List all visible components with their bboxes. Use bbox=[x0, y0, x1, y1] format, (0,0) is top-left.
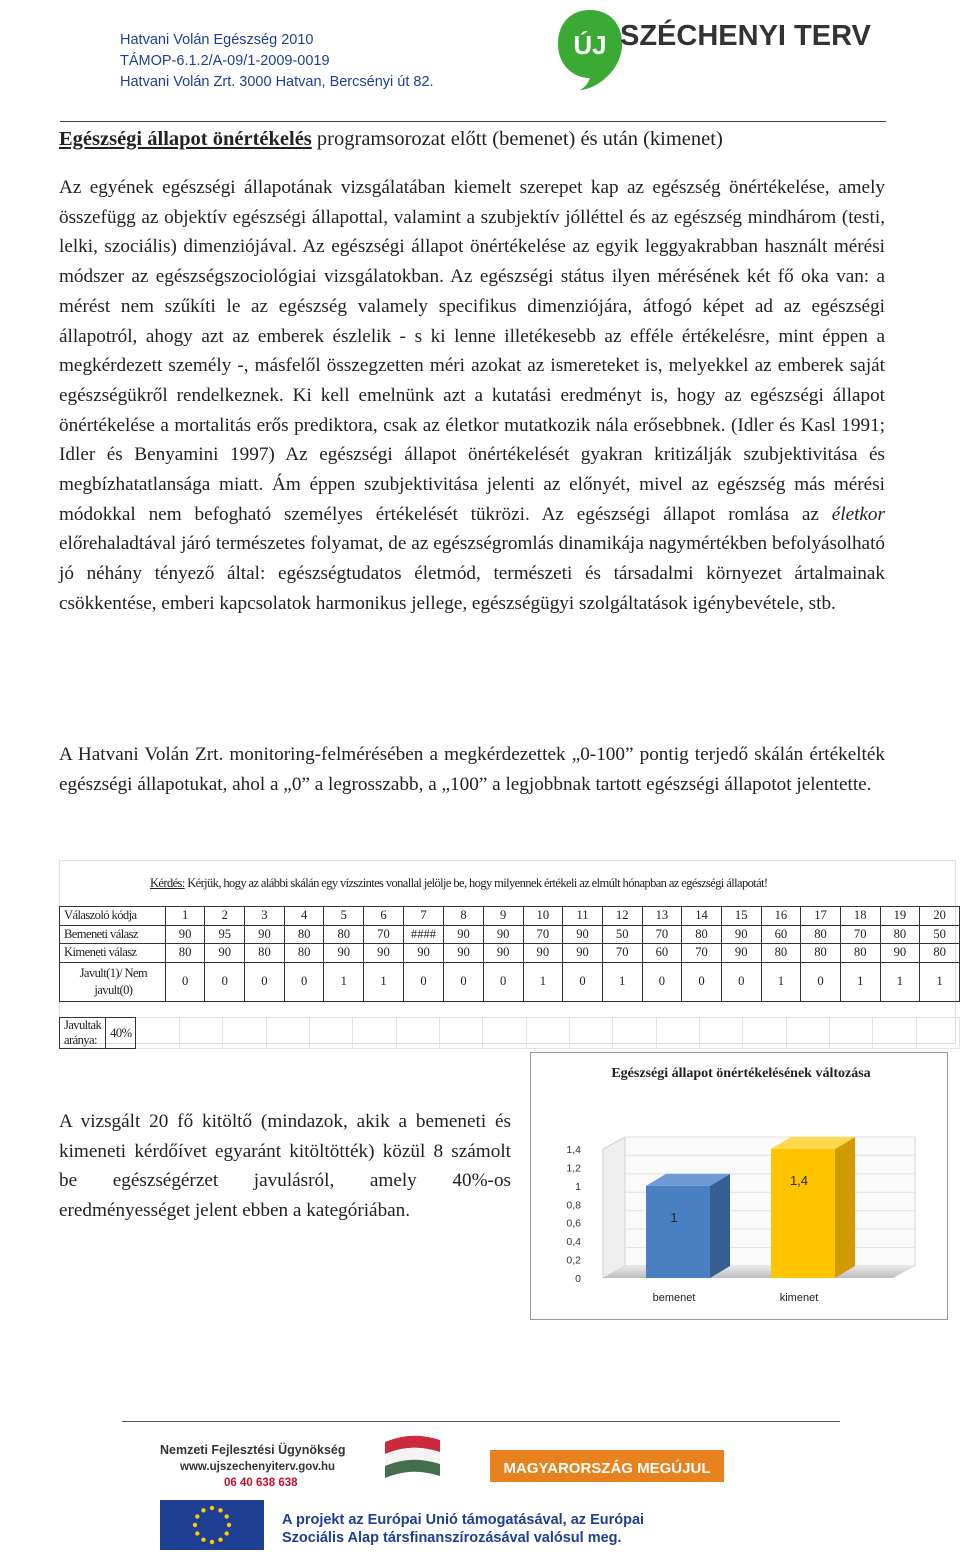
szechenyi-logo-icon bbox=[554, 6, 626, 92]
table-cell: 95 bbox=[205, 925, 245, 944]
table-cell: 1 bbox=[920, 962, 960, 1001]
row-label: Kimeneti válasz bbox=[60, 944, 166, 963]
intro-paragraph bbox=[59, 173, 885, 619]
eu-star-icon bbox=[210, 1540, 214, 1544]
table-cell: 50 bbox=[920, 925, 960, 944]
table-row bbox=[60, 962, 960, 1001]
empty-cell bbox=[309, 1018, 352, 1049]
survey-question bbox=[150, 876, 768, 891]
table-cell: 19 bbox=[880, 907, 920, 926]
question-text: Kérjük, hogy az alábbi skálán egy vízszintes vonallal jelölje be, hogy milyennek értékeli az elmúlt hónapban az egészségi állapotát! bbox=[184, 876, 768, 890]
table-cell: 80 bbox=[284, 944, 324, 963]
monitoring-paragraph: A Hatvani Volán Zrt. monitoring-felmérésében a megkérdezettek „0-100” pontig terjedő skálán értékelték egészségi állapotukat, ahol a „0” a legrosszabb, a „100” a legjobbnak tartott egészségi állapotot jelentette. bbox=[59, 744, 885, 795]
row-label: Javult(1)/ Nem javult(0) bbox=[60, 962, 166, 1001]
table-cell: 80 bbox=[165, 944, 205, 963]
chart-side-wall bbox=[603, 1137, 625, 1278]
empty-cell bbox=[873, 1018, 916, 1049]
table-cell: 0 bbox=[563, 962, 603, 1001]
table-cell: 15 bbox=[721, 907, 761, 926]
project-address: Hatvani Volán Zrt. 3000 Hatvan, Bercsényi út 82. bbox=[120, 74, 434, 90]
table-cell: 0 bbox=[403, 962, 443, 1001]
table-cell: 0 bbox=[284, 962, 324, 1001]
table-cell: 60 bbox=[642, 944, 682, 963]
eu-flag-icon bbox=[160, 1500, 264, 1550]
y-tick-label: 0,6 bbox=[566, 1217, 581, 1230]
bar-side bbox=[710, 1174, 730, 1278]
question-label: Kérdés: bbox=[150, 876, 185, 890]
table-cell: 80 bbox=[324, 925, 364, 944]
project-name: Hatvani Volán Egészség 2010 bbox=[120, 32, 314, 48]
table-cell: 12 bbox=[602, 907, 642, 926]
x-tick-label: bemenet bbox=[652, 1292, 696, 1304]
data-label: 1 bbox=[670, 1209, 678, 1225]
table-cell: 90 bbox=[444, 925, 484, 944]
empty-cell bbox=[483, 1018, 526, 1049]
footer-divider bbox=[122, 1421, 840, 1422]
table-cell: 90 bbox=[721, 944, 761, 963]
y-tick-label: 0,2 bbox=[566, 1254, 581, 1267]
table-cell: 80 bbox=[801, 925, 841, 944]
empty-cell bbox=[916, 1018, 959, 1049]
chart-svg bbox=[531, 1053, 947, 1319]
eu-star-icon bbox=[195, 1514, 199, 1518]
table-cell: 4 bbox=[284, 907, 324, 926]
empty-cell bbox=[266, 1018, 309, 1049]
table-cell: 70 bbox=[682, 944, 722, 963]
empty-cell bbox=[396, 1018, 439, 1049]
table-cell: 0 bbox=[245, 962, 285, 1001]
eu-star-icon bbox=[225, 1531, 229, 1535]
table-cell: 7 bbox=[403, 907, 443, 926]
bar-bemenet bbox=[646, 1186, 710, 1278]
table-cell: 90 bbox=[880, 944, 920, 963]
p1-italic: életkor bbox=[831, 503, 885, 525]
table-cell: 8 bbox=[444, 907, 484, 926]
empty-cell bbox=[353, 1018, 396, 1049]
table-cell: 1 bbox=[840, 962, 880, 1001]
title-bold: Egészségi állapot önértékelés bbox=[59, 128, 312, 150]
table-cell: 0 bbox=[165, 962, 205, 1001]
table-cell: 5 bbox=[324, 907, 364, 926]
table-cell: 13 bbox=[642, 907, 682, 926]
table-cell: 20 bbox=[920, 907, 960, 926]
eu-star-icon bbox=[218, 1508, 222, 1512]
table-cell: 14 bbox=[682, 907, 722, 926]
table-cell: 80 bbox=[920, 944, 960, 963]
table-cell: 1 bbox=[324, 962, 364, 1001]
eu-star-icon bbox=[195, 1531, 199, 1535]
table-cell: 90 bbox=[483, 944, 523, 963]
table-cell: 1 bbox=[364, 962, 404, 1001]
empty-cell bbox=[613, 1018, 656, 1049]
table-cell: 11 bbox=[563, 907, 603, 926]
result-paragraph: A vizsgált 20 fő kitöltő (mindazok, akik a bemeneti és kimeneti kérdőívet egyaránt kitöltötték) közül 8 számolt be egészségérzet javulásról, amely 40%-os eredményességet jelent ebben a kategóriában. bbox=[59, 1111, 511, 1222]
table-cell: 1 bbox=[602, 962, 642, 1001]
table-cell: 90 bbox=[364, 944, 404, 963]
survey-table bbox=[59, 906, 960, 1002]
empty-cell bbox=[439, 1018, 482, 1049]
project-code: TÁMOP-6.1.2/A-09/1-2009-0019 bbox=[120, 53, 330, 69]
y-tick-label: 0 bbox=[575, 1273, 581, 1285]
table-cell: 9 bbox=[483, 907, 523, 926]
table-cell: 90 bbox=[444, 944, 484, 963]
footer-slogan: MAGYARORSZÁG MEGÚJUL bbox=[503, 1460, 711, 1477]
table-cell: 90 bbox=[563, 925, 603, 944]
footer-eu-line1: A projekt az Európai Unió támogatásával, az Európai bbox=[282, 1512, 645, 1528]
ratio-table bbox=[59, 1017, 960, 1049]
eu-star-icon bbox=[218, 1538, 222, 1542]
table-cell: 10 bbox=[523, 907, 563, 926]
table-cell: 80 bbox=[761, 944, 801, 963]
table-cell: 90 bbox=[324, 944, 364, 963]
table-cell: 6 bbox=[364, 907, 404, 926]
empty-cell bbox=[829, 1018, 872, 1049]
p1-part2: előrehaladtával járó természetes folyamat, de az egészségromlás dinamikája nagymértékben befolyásolható jó néhány tényező által: egészségtudatos életmód, természeti és társadalmi környezet ártalmainak csökkentése, emberi kapcsolatok harmonikus jellege, egészségügyi szolgáltatások igénybevétele, stb. bbox=[59, 533, 885, 614]
p1-part1: Az egyének egészségi állapotának vizsgálatában kiemelt szerepet kap az egészség önértékelése, amely összefügg az objektív egészségi állapottal, valamint a szubjektív jólléttel és az egészség mindhárom (testi, lelki, szociális) dimenziójával. Az egészségi állapot önértékelése az egyik leggyakrabban használt mérési módszer az egészségszociológiai vizsgálatokban. Az egészségi státus ilyen mérésének két fő oka van: a mérést nem szűkíti le az egészség valamely specifikus dimenziójára, átfogó képet ad az egészségi állapotról, ahogy azt az emberek észlelik - s ki lenne illetékesebb az efféle értékelésre, mint éppen a megkérdezett személy -, másfelől összegzetten méri azokat az ismereteket is, melyekkel az emberek saját egészségükről rendelkeznek. Ki kell emelnünk azt a kutatási eredményt is, hogy az egészségi állapot önértékelése a mortalitás erős prediktora, csak az életkor mutatkozik nála erősebbnek. (Idler és Kasl 1991; Idler és Benyamini 1997) Az egészségi állapot önértékelését gyakran kritizálják szubjektivitása és megbízhatatlansága miatt. Ám éppen szubjektivitása jelenti az előnyét, mivel az egészség más mérési módokkal nem befogható személyes értékelését tükrözi. Az egészségi állapot romlása az bbox=[59, 177, 885, 525]
hungarian-flag-icon bbox=[385, 1436, 440, 1478]
table-cell: 90 bbox=[523, 944, 563, 963]
table-cell: 2 bbox=[205, 907, 245, 926]
table-cell: 0 bbox=[682, 962, 722, 1001]
row-label: Válaszoló kódja bbox=[60, 907, 166, 926]
eu-star-icon bbox=[201, 1508, 205, 1512]
table-cell: 80 bbox=[840, 944, 880, 963]
table-cell: 70 bbox=[523, 925, 563, 944]
empty-cell bbox=[179, 1018, 222, 1049]
table-cell: 50 bbox=[602, 925, 642, 944]
bar-chart bbox=[530, 1052, 948, 1320]
chart-title: Egészségi állapot önértékelésének változása bbox=[611, 1066, 871, 1081]
table-cell: 17 bbox=[801, 907, 841, 926]
footer-agency: Nemzeti Fejlesztési Ügynökség bbox=[160, 1443, 346, 1457]
eu-star-icon bbox=[201, 1538, 205, 1542]
table-cell: 0 bbox=[721, 962, 761, 1001]
empty-cell bbox=[136, 1018, 179, 1049]
empty-cell bbox=[656, 1018, 699, 1049]
table-cell: 80 bbox=[245, 944, 285, 963]
ratio-label: Javultak aránya: bbox=[60, 1018, 106, 1049]
table-cell: 90 bbox=[403, 944, 443, 963]
eu-star-icon bbox=[193, 1523, 197, 1527]
data-label: 1,4 bbox=[789, 1173, 809, 1188]
table-cell: 90 bbox=[245, 925, 285, 944]
table-cell: 1 bbox=[523, 962, 563, 1001]
table-cell: 70 bbox=[602, 944, 642, 963]
footer-phone: 06 40 638 638 bbox=[224, 1477, 298, 1489]
header-divider bbox=[60, 121, 886, 122]
bar-side bbox=[835, 1137, 855, 1278]
table-cell: 1 bbox=[880, 962, 920, 1001]
footer-banner bbox=[140, 1428, 840, 1558]
table-cell: 90 bbox=[563, 944, 603, 963]
table-cell: 0 bbox=[444, 962, 484, 1001]
table-row bbox=[60, 925, 960, 944]
table-cell: #### bbox=[403, 925, 443, 944]
table-cell: 90 bbox=[483, 925, 523, 944]
table-row bbox=[60, 907, 960, 926]
y-tick-label: 1,2 bbox=[566, 1162, 581, 1175]
footer-eu-line2: Szociális Alap társfinanszírozásával valósul meg. bbox=[282, 1530, 622, 1546]
header-info bbox=[120, 30, 434, 93]
logo-prefix: ÚJ bbox=[573, 30, 607, 60]
table-row bbox=[60, 944, 960, 963]
table-cell: 80 bbox=[682, 925, 722, 944]
y-tick-label: 0,4 bbox=[566, 1236, 581, 1249]
empty-cell bbox=[743, 1018, 786, 1049]
table-cell: 90 bbox=[721, 925, 761, 944]
table-cell: 0 bbox=[205, 962, 245, 1001]
table-cell: 3 bbox=[245, 907, 285, 926]
table-cell: 1 bbox=[165, 907, 205, 926]
table-cell: 0 bbox=[801, 962, 841, 1001]
y-tick-label: 1,4 bbox=[566, 1144, 581, 1156]
row-label: Bemeneti válasz bbox=[60, 925, 166, 944]
table-cell: 70 bbox=[840, 925, 880, 944]
empty-cell bbox=[223, 1018, 266, 1049]
table-cell: 16 bbox=[761, 907, 801, 926]
empty-cell bbox=[526, 1018, 569, 1049]
table-cell: 80 bbox=[284, 925, 324, 944]
table-cell: 70 bbox=[364, 925, 404, 944]
empty-cell bbox=[786, 1018, 829, 1049]
title-rest: programsorozat előtt (bemenet) és után (kimenet) bbox=[311, 128, 723, 150]
table-cell: 90 bbox=[205, 944, 245, 963]
footer-web: www.ujszechenyiterv.gov.hu bbox=[180, 1461, 336, 1473]
section-title bbox=[59, 128, 723, 151]
ratio-value: 40% bbox=[106, 1018, 136, 1049]
table-cell: 1 bbox=[761, 962, 801, 1001]
logo-text: SZÉCHENYI TERV bbox=[620, 20, 871, 52]
table-cell: 0 bbox=[483, 962, 523, 1001]
bar-kimenet bbox=[771, 1149, 835, 1278]
table-cell: 60 bbox=[761, 925, 801, 944]
table-cell: 80 bbox=[801, 944, 841, 963]
y-tick-label: 1 bbox=[575, 1180, 581, 1193]
table-cell: 18 bbox=[840, 907, 880, 926]
empty-cell bbox=[569, 1018, 612, 1049]
table-cell: 80 bbox=[880, 925, 920, 944]
x-tick-label: kimenet bbox=[779, 1292, 819, 1304]
eu-star-icon bbox=[225, 1514, 229, 1518]
table-cell: 70 bbox=[642, 925, 682, 944]
eu-star-icon bbox=[210, 1506, 214, 1510]
eu-star-icon bbox=[227, 1523, 231, 1527]
table-cell: 90 bbox=[165, 925, 205, 944]
table-cell: 0 bbox=[642, 962, 682, 1001]
empty-cell bbox=[699, 1018, 742, 1049]
y-tick-label: 0,8 bbox=[566, 1199, 581, 1212]
